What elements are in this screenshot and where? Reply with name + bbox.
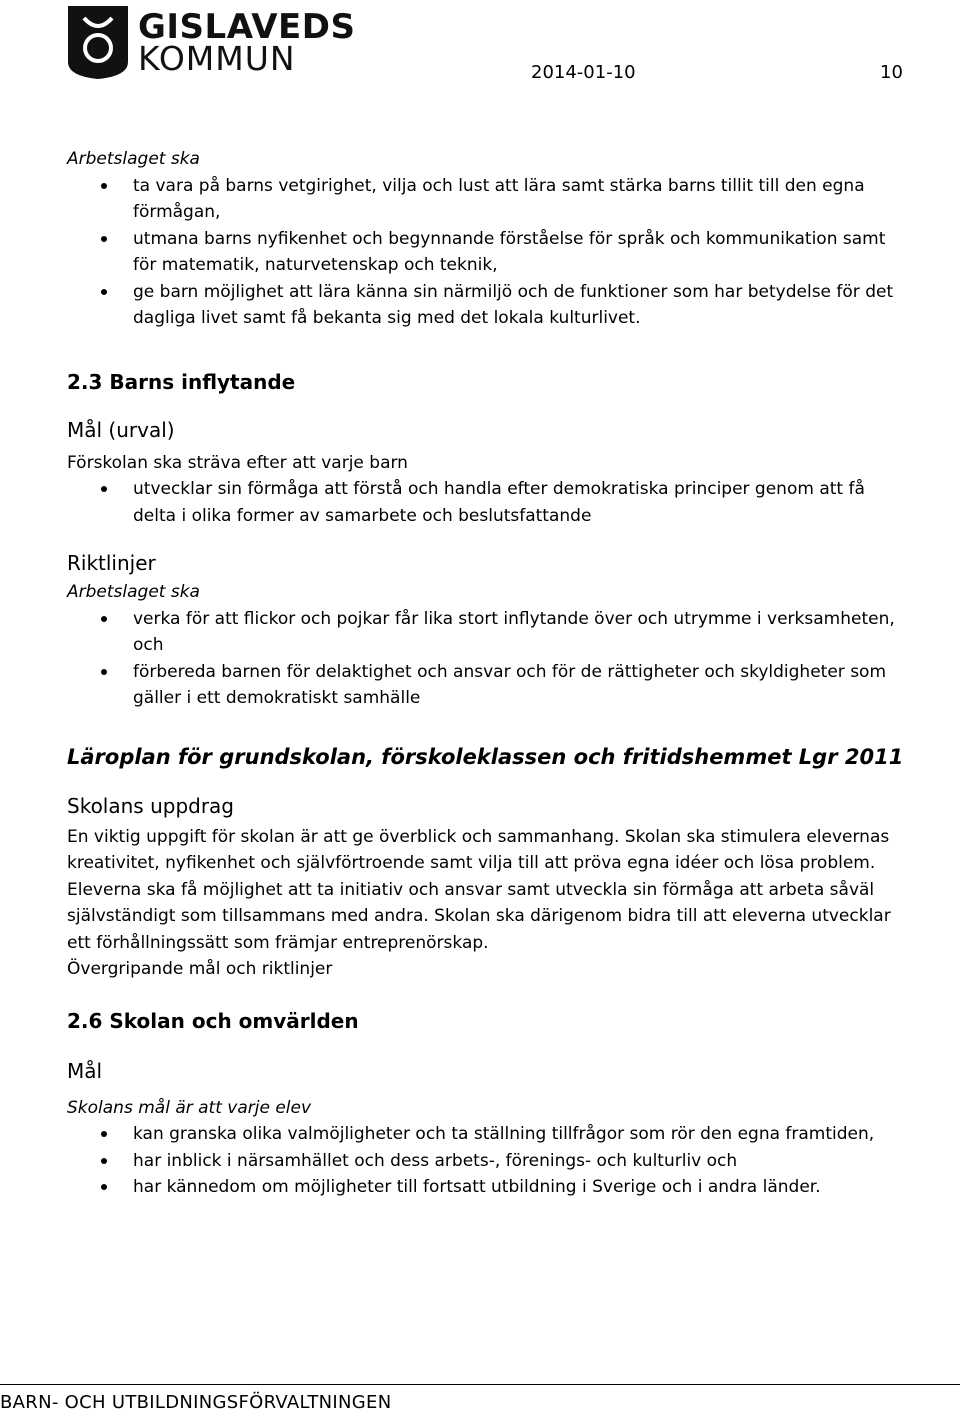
list-item: ta vara på barns vetgirighet, vilja och lust att lära samt stärka barns tillit till den egna förmågan,	[67, 173, 907, 226]
bullet-list	[67, 1121, 907, 1201]
list-item: utvecklar sin förmåga att förstå och handla efter demokratiska principer genom att få delta i olika former av samarbete och beslutsfattande	[67, 476, 907, 529]
bullet-list	[67, 173, 907, 332]
list-item: kan granska olika valmöjligheter och ta ställning tillfrågor som rör den egna framtiden,	[67, 1121, 907, 1148]
bullet-list	[67, 606, 907, 712]
logo-name: GISLAVEDS	[138, 7, 356, 47]
footer-divider	[0, 1384, 960, 1385]
logo-emblem-icon	[66, 4, 130, 80]
curriculum-heading: Läroplan för grundskolan, förskoleklassen och fritidshemmet Lgr 2011	[67, 744, 904, 769]
list-item: har kännedom om möjligheter till fortsatt utbildning i Sverige och i andra länder.	[67, 1174, 907, 1201]
goals-heading: Mål	[67, 1058, 103, 1083]
section-heading: 2.3 Barns inflytande	[67, 369, 296, 394]
municipality-logo	[66, 4, 356, 80]
header-date: 2014-01-10	[531, 62, 636, 83]
footer-department: BARN- OCH UTBILDNINGSFÖRVALTNINGEN	[0, 1392, 392, 1413]
overall-goals-label: Övergripande mål och riktlinjer	[67, 959, 333, 979]
goals-lead: Skolans mål är att varje elev	[67, 1097, 312, 1118]
subsection-heading: 2.6 Skolan och omvärlden	[67, 1008, 359, 1033]
list-item: utmana barns nyfikenhet och begynnande förståelse för språk och kommunikation samt för matematik, naturvetenskap och teknik,	[67, 226, 907, 279]
page-header	[0, 0, 960, 100]
mission-text: En viktig uppgift för skolan är att ge överblick och sammanhang. Skolan ska stimulera elevernas kreativitet, nyfikenhet och självförtroende samt vilja till att pröva egna idéer och lösa problem. Eleverna ska få möjlighet att ta initiativ och ansvar samt utveckla sin förmåga att arbeta såväl självständigt som tillsammans med andra. Skolan ska därigenom bidra till att eleverna utvecklar ett förhållningssätt som främjar entreprenörskap.	[67, 826, 891, 953]
document-body	[67, 146, 907, 1201]
list-item: verka för att flickor och pojkar får lika stort inflytande över och utrymme i verksamheten, och	[67, 606, 907, 659]
list-item: ge barn möjlighet att lära känna sin närmiljö och de funktioner som har betydelse för det dagliga livet samt få bekanta sig med det lokala kulturlivet.	[67, 279, 907, 332]
bullet-list	[67, 476, 907, 529]
guidelines-heading: Riktlinjer	[67, 551, 156, 575]
goals-heading: Mål (urval)	[67, 417, 175, 442]
mission-heading: Skolans uppdrag	[67, 793, 235, 818]
logo-subtitle: KOMMUN	[138, 39, 296, 78]
list-item: har inblick i närsamhället och dess arbets-, förenings- och kulturliv och	[67, 1148, 907, 1175]
guidelines-lead: Arbetslaget ska	[67, 582, 200, 602]
section-lead: Arbetslaget ska	[67, 149, 200, 169]
goals-lead: Förskolan ska sträva efter att varje barn	[67, 452, 408, 473]
page-number: 10	[880, 62, 903, 83]
list-item: förbereda barnen för delaktighet och ansvar och för de rättigheter och skyldigheter som gäller i ett demokratiskt samhälle	[67, 659, 907, 712]
